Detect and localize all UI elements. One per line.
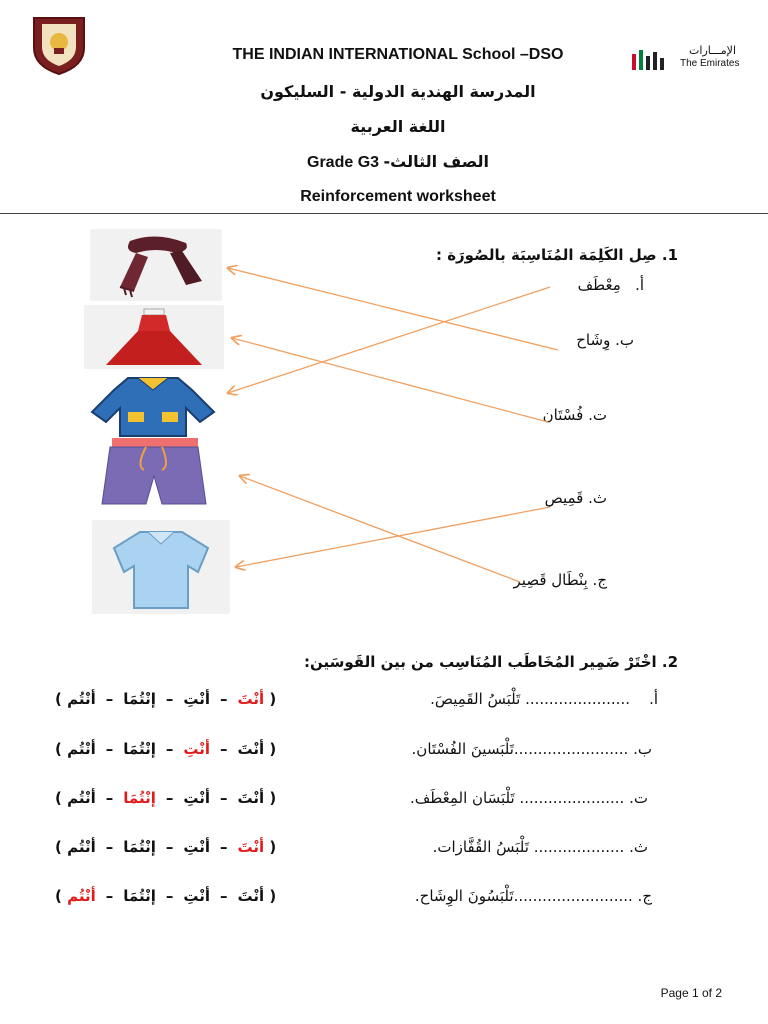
q2-row-j-choices: ( أنْتَ–أنْتِ–إنْتُمَا–أنْتُم ): [55, 887, 277, 905]
q1-item-th-word: قَمِيص: [544, 489, 584, 507]
choice-anta[interactable]: أنْتَ: [237, 789, 265, 807]
choice-antuma[interactable]: إنْتُمَا: [123, 838, 156, 856]
choice-antuma[interactable]: إنْتُمَا: [123, 740, 156, 758]
q2-row-a: [0, 690, 768, 720]
q1-item-t: ت. فُسْتَان: [542, 406, 607, 424]
q2-row-j-sentence: ج. .........................تَلْبَسُونَ الوِشَاح.: [414, 887, 652, 905]
q1-item-j-word: بِنْطَال قَصِير: [513, 571, 588, 589]
q1-title: 1. صِل الكَلِمَة المُنَاسِبَة بالصُورَة :: [435, 246, 678, 264]
choice-antum[interactable]: أنْتُم: [67, 838, 96, 856]
q2-row-b-choices: ( أنْتَ–أنْتِ–إنْتُمَا–أنْتُم ): [55, 740, 277, 758]
q2-row-a-sentence: أ. ...................... تَلْبَسُ القَمِيصَ.: [430, 690, 658, 708]
q1-item-b-word: وِشَاح: [576, 331, 611, 349]
grade-ar: الصف الثالث-: [383, 152, 489, 171]
q2-row-b: [0, 740, 768, 770]
q1-item-a: أ. مِعْطَف: [577, 276, 644, 294]
choice-anti[interactable]: أنْتِ: [183, 838, 211, 856]
choice-antuma[interactable]: إنْتُمَا: [123, 690, 156, 708]
choice-anta[interactable]: أنْتَ: [237, 838, 265, 856]
choice-anta[interactable]: أنْتَ: [237, 740, 265, 758]
page-number: Page 1 of 2: [660, 986, 722, 1000]
choice-anti[interactable]: أنْتِ: [183, 789, 211, 807]
q2-row-b-sentence: ب. ........................تَلْبَسينَ الفُسْتَان.: [411, 740, 652, 758]
match-line-t: [232, 338, 548, 422]
q2-row-j: [0, 887, 768, 917]
q1-item-b: ب. وِشَاح: [576, 331, 634, 349]
school-name-ar: المدرسة الهندية الدولية - السليكون: [260, 82, 536, 101]
q1-item-t-word: فُسْتَان: [542, 406, 584, 424]
choice-antum[interactable]: أنْتُم: [67, 740, 96, 758]
subject-ar: اللغة العربية: [350, 117, 446, 136]
worksheet-title: Reinforcement worksheet: [300, 188, 496, 205]
grade-en: Grade G3: [307, 154, 380, 171]
q2-row-th-sentence: ث. ................... تَلْبَسُ القُفَّازات.: [432, 838, 648, 856]
choice-anta[interactable]: أنْتَ: [237, 690, 265, 708]
q2-row-th-choices: ( أنْتَ–أنْتِ–إنْتُمَا–أنْتُم ): [55, 838, 277, 856]
q2-row-th: [0, 838, 768, 868]
match-line-th: [236, 507, 550, 567]
emirates-logo-en: The Emirates: [680, 58, 740, 69]
match-line-a: [228, 287, 550, 393]
choice-antum[interactable]: أنْتُم: [67, 789, 96, 807]
choice-anti[interactable]: أنْتِ: [183, 690, 211, 708]
choice-anta[interactable]: أنْتَ: [237, 887, 265, 905]
q2-row-t: [0, 789, 768, 819]
match-line-j: [240, 476, 520, 582]
q1-item-a-word: مِعْطَف: [577, 276, 621, 294]
choice-anti[interactable]: أنْتِ: [183, 740, 211, 758]
choice-antuma[interactable]: إنْتُمَا: [123, 789, 156, 807]
q2-title: 2. اخْتَرْ ضَمِير المُخَاطَب المُنَاسِب من بين القَوسَين:: [304, 653, 678, 671]
q2-row-a-choices: ( أنْتَ–أنْتِ–إنْتُمَا–أنْتُم ): [55, 690, 277, 708]
q2-row-t-sentence: ت. ...................... تَلْبَسَان المِعْطَف.: [409, 789, 648, 807]
choice-antum[interactable]: أنْتُم: [67, 887, 96, 905]
q2-row-t-choices: ( أنْتَ–أنْتِ–إنْتُمَا–أنْتُم ): [55, 789, 277, 807]
q1-item-th: ث. قَمِيص: [544, 489, 607, 507]
match-line-b: [228, 268, 558, 350]
school-name-en: THE INDIAN INTERNATIONAL School –DSO: [232, 46, 564, 63]
emirates-logo-ar: الإمـــارات: [689, 44, 736, 57]
q1-item-j: ج. بِنْطَال قَصِير: [513, 571, 607, 589]
choice-anti[interactable]: أنْتِ: [183, 887, 211, 905]
choice-antum[interactable]: أنْتُم: [67, 690, 96, 708]
choice-antuma[interactable]: إنْتُمَا: [123, 887, 156, 905]
